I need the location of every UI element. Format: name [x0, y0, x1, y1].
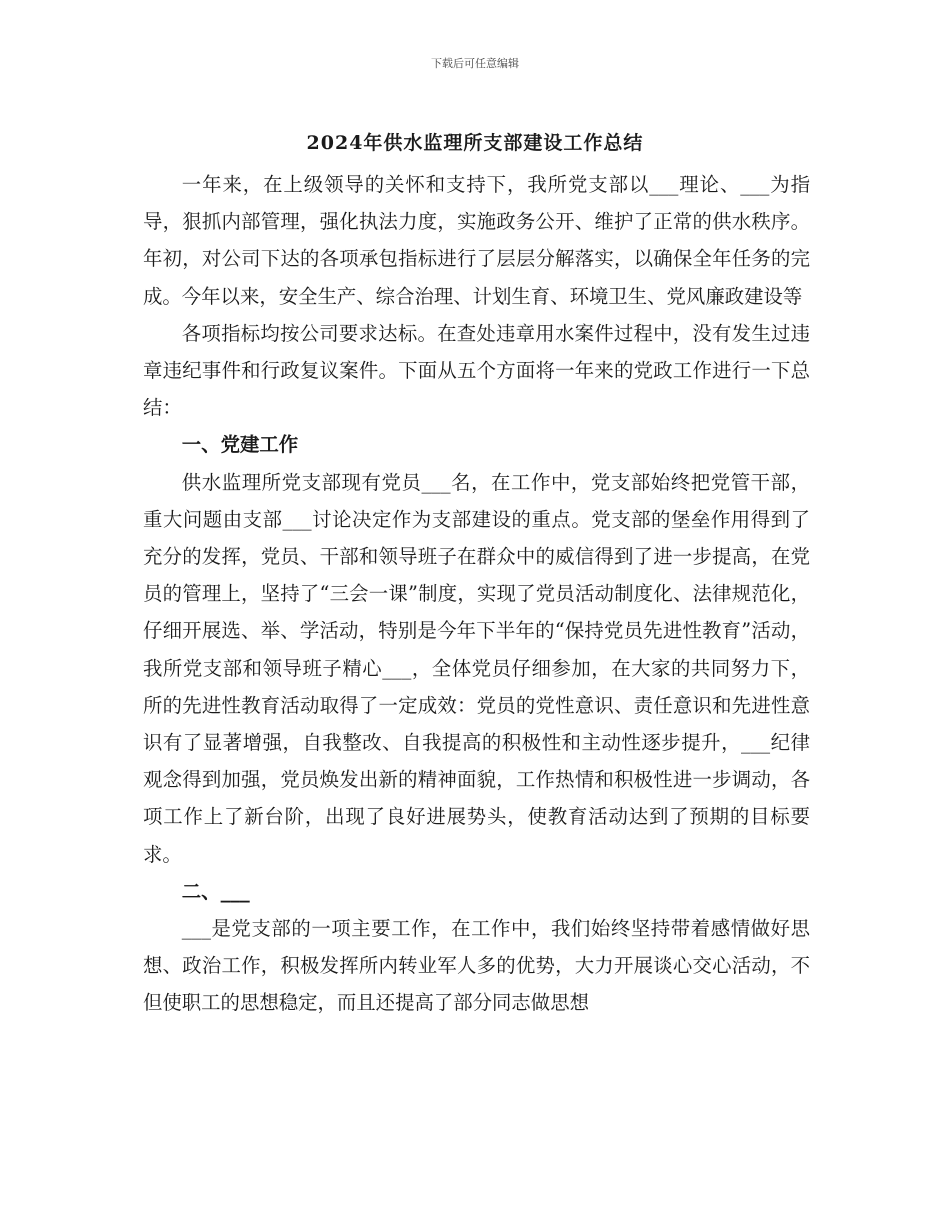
paragraph-intro: 一年来，在上级领导的关怀和支持下，我所党支部以___理论、___为指导，狠抓内部管理，强化执法力度，实施政务公开、维护了正常的供水秩序。年初，对公司下达的各项承包指标进行了层层分解落实，以确保全年任务的完成。今年以来，安全生产、综合治理、计划生育、环境卫生、党风廉政建设等 [143, 173, 810, 308]
paragraph-party-building: 供水监理所党支部现有党员___名，在工作中，党支部始终把党管干部，重大问题由支部___讨论决定作为支部建设的重点。党支部的堡垒作用得到了充分的发挥，党员、干部和领导班子在群众中的威信得到了进一步提高，在党员的管理上，坚持了“三会一课”制度，实现了党员活动制度化、法律规范化，仔细开展选、举、学活动，特别是今年下半年的“保持党员先进性教育”活动，我所党支部和领导班子精心___，全体党员仔细参加，在大家的共同努力下，所的先进性教育活动取得了一定成效：党员的党性意识、责任意识和先进性意识有了显著增强，自我整改、自我提高的积极性和主动性逐步提升，___纪律观念得到加强，党员焕发出新的精神面貌，工作热情和积极性进一步调动，各项工作上了新台阶，出现了良好进展势头，使教育活动达到了预期的目标要求。 [143, 470, 810, 866]
section-heading-party-building: 一、党建工作 [181, 433, 299, 457]
paragraph-section-two: ___是党支部的一项主要工作，在工作中，我们始终坚持带着感情做好思想、政治工作，积极发挥所内转业军人多的优势，大力开展谈心交心活动，不但使职工的思想稳定，而且还提高了部分同志做思想 [143, 917, 810, 1015]
header-note: 下载后可任意编辑 [431, 57, 519, 70]
paragraph-summary: 各项指标均按公司要求达标。在查处违章用水案件过程中，没有发生过违章违纪事件和行政复议案件。下面从五个方面将一年来的党政工作进行一下总结： [143, 321, 810, 420]
document-body [143, 166, 810, 1022]
document-title: 2024年供水监理所支部建设工作总结 [306, 132, 644, 154]
section-heading-two: 二、___ [181, 879, 250, 903]
